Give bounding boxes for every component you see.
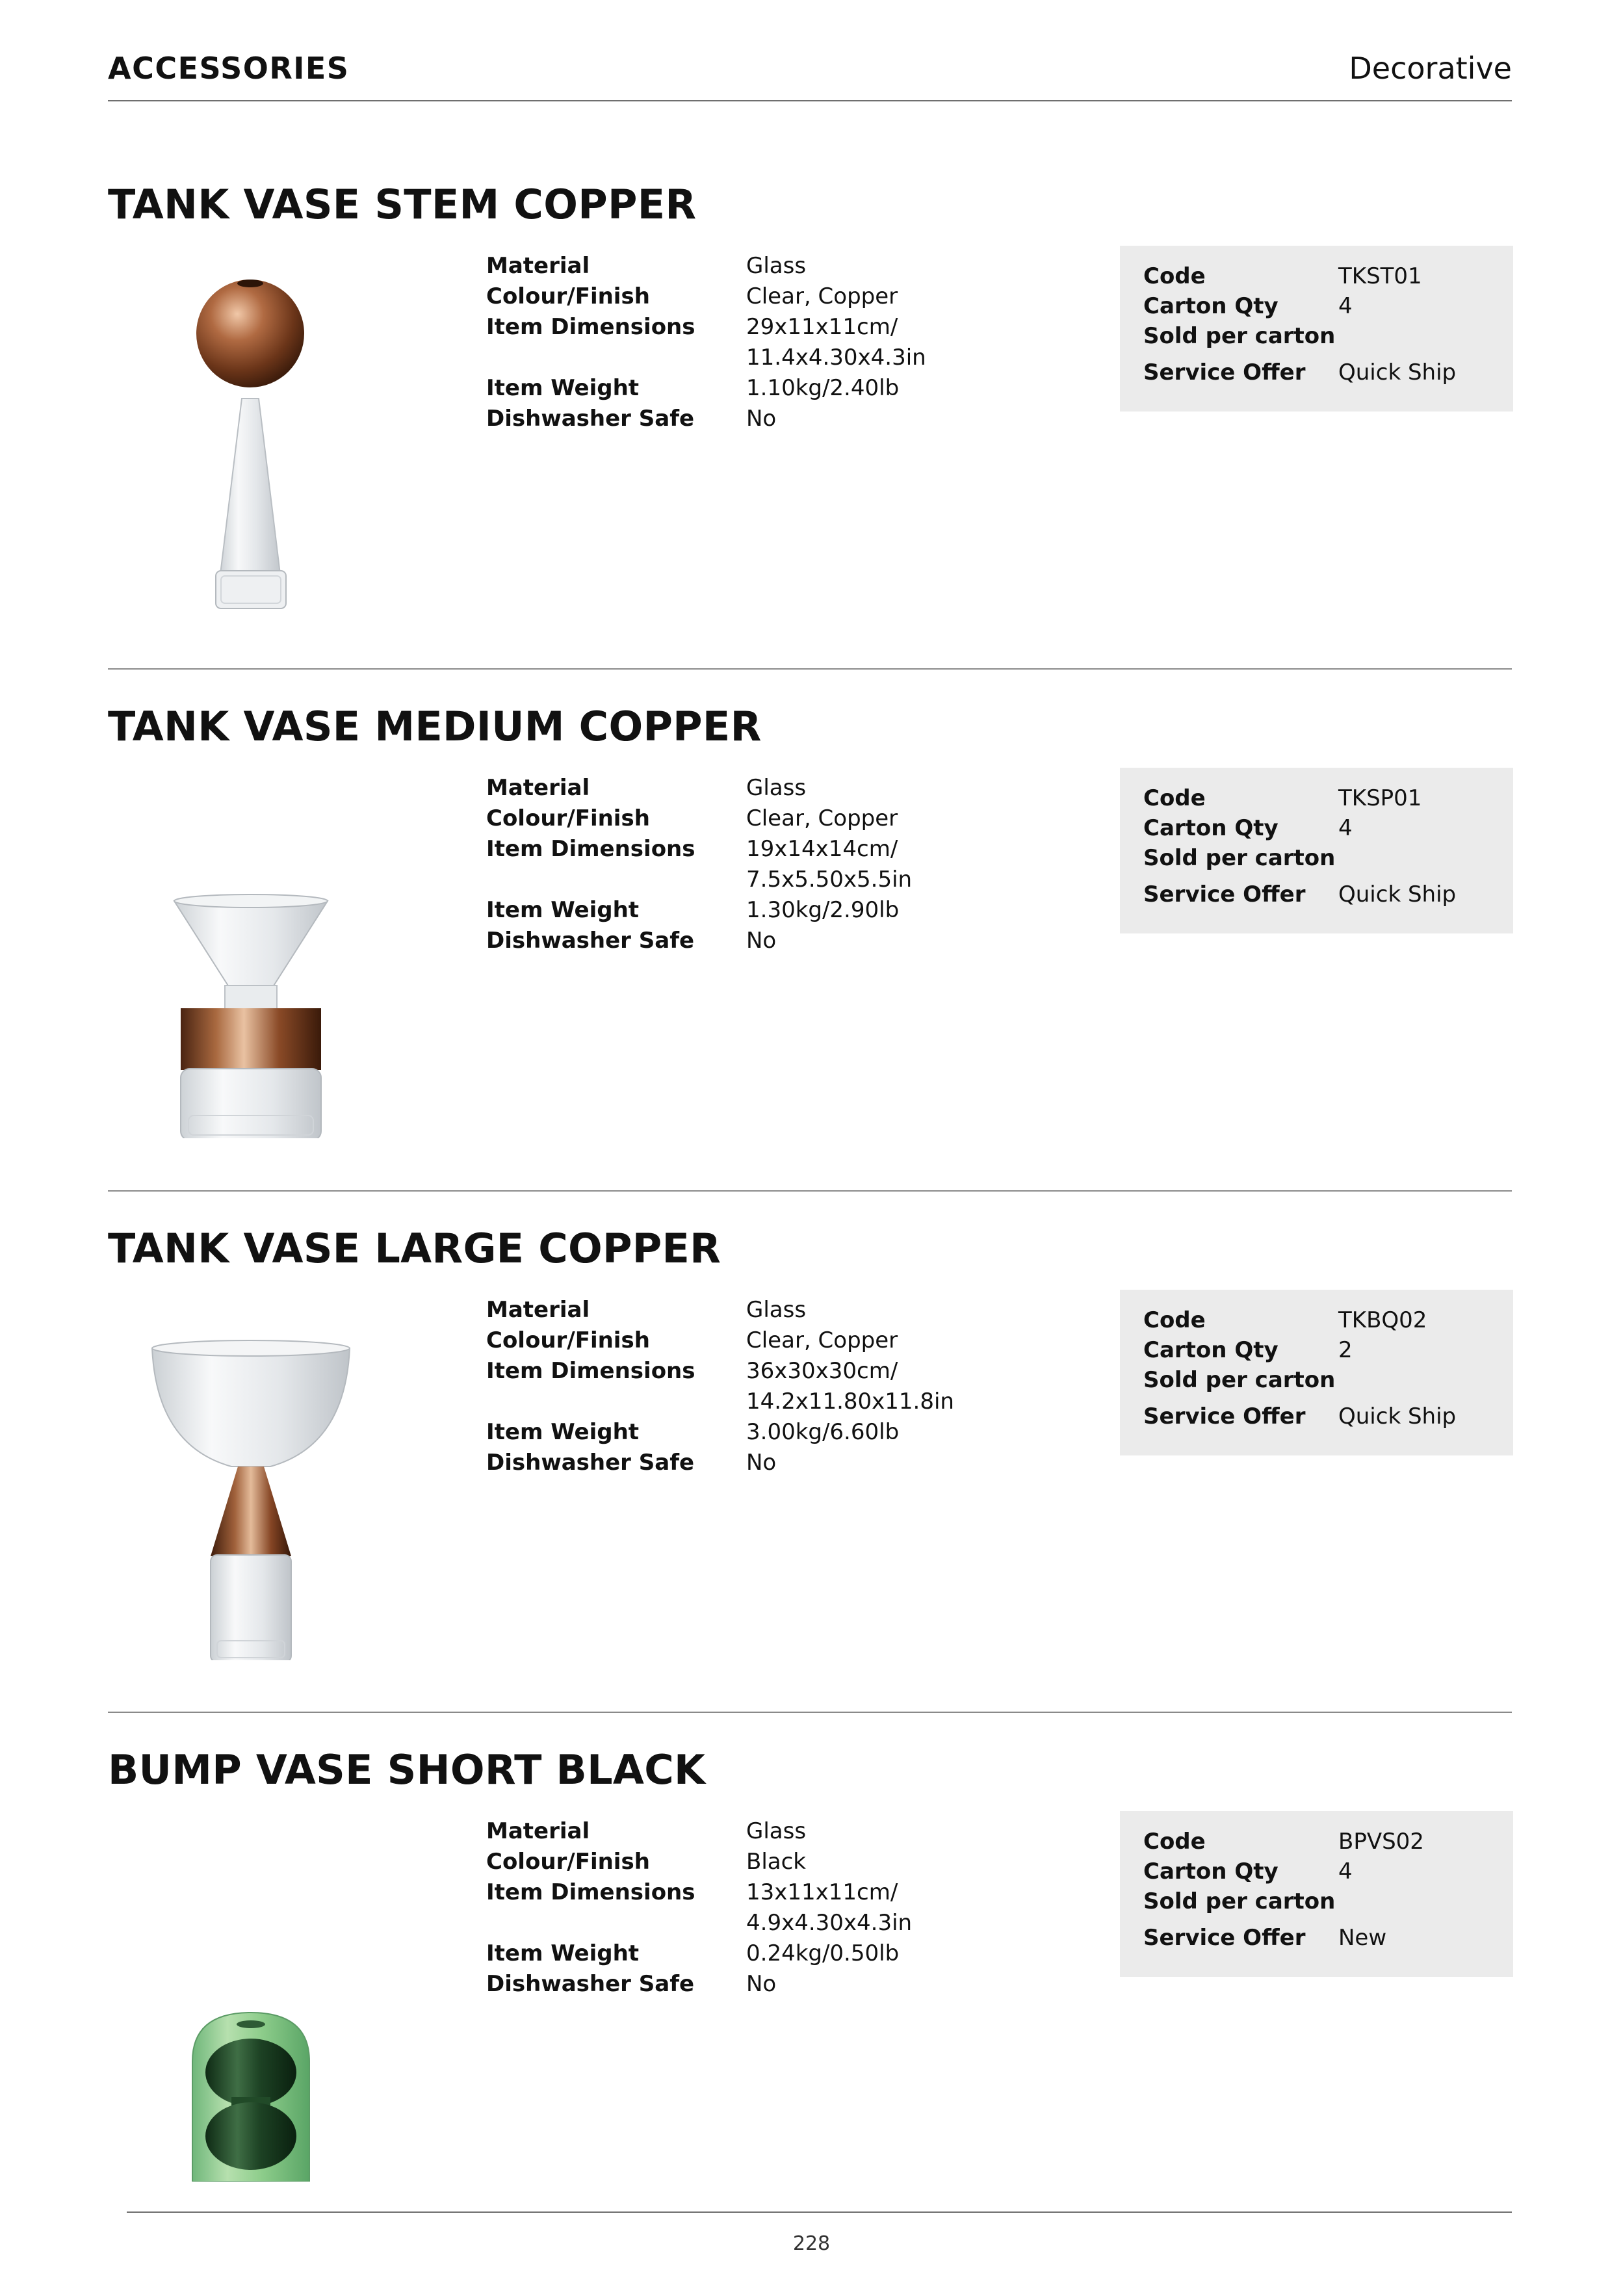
item-dimensions-value — [746, 1356, 1006, 1417]
colour-finish-value: Clear, Copper — [746, 1327, 898, 1353]
carton-qty-value: 4 — [1338, 293, 1353, 319]
dishwasher-safe-label: Dishwasher Safe — [486, 1450, 695, 1476]
colour-finish-label: Colour/Finish — [486, 805, 650, 831]
item-dimensions-label: Item Dimensions — [486, 1358, 695, 1384]
item-weight-label: Item Weight — [486, 375, 640, 401]
product-specs — [486, 1295, 1006, 1478]
colour-finish-value: Clear, Copper — [746, 805, 898, 831]
category-label: Decorative — [1349, 51, 1512, 86]
sold-per-carton-label: Sold per carton — [1143, 1888, 1336, 1914]
code-value: TKBQ02 — [1338, 1307, 1427, 1333]
sold-per-carton-label: Sold per carton — [1143, 323, 1336, 349]
dishwasher-safe-label: Dishwasher Safe — [486, 1971, 695, 1997]
item-dimensions-value — [746, 834, 1006, 895]
carton-qty-label: Carton Qty — [1143, 293, 1279, 319]
carton-qty-value: 4 — [1338, 1859, 1353, 1885]
service-offer-value: Quick Ship — [1338, 881, 1457, 907]
product-specs — [486, 773, 1006, 956]
material-value: Glass — [746, 1818, 807, 1844]
item-dimensions-label: Item Dimensions — [486, 836, 695, 862]
item-weight-label: Item Weight — [486, 1940, 640, 1966]
product-image-vase-large — [147, 1296, 355, 1660]
dimensions-in: 7.5x5.50x5.5in — [746, 867, 913, 893]
section-divider — [108, 1712, 1512, 1713]
code-label: Code — [1143, 1307, 1206, 1333]
material-value: Glass — [746, 1297, 807, 1323]
item-weight-label: Item Weight — [486, 1419, 640, 1445]
sold-per-carton-label: Sold per carton — [1143, 1367, 1336, 1393]
dimensions-in: 11.4x4.30x4.3in — [746, 345, 926, 371]
product-specs — [486, 1816, 1006, 2000]
product-card — [108, 1225, 1512, 1745]
service-offer-label: Service Offer — [1143, 359, 1306, 385]
dishwasher-safe-value: No — [746, 1971, 777, 1997]
colour-finish-label: Colour/Finish — [486, 1327, 650, 1353]
item-dimensions-value — [746, 1877, 1006, 1938]
dimensions-cm: 13x11x11cm/ — [746, 1879, 898, 1905]
service-offer-label: Service Offer — [1143, 1925, 1306, 1951]
dishwasher-safe-label: Dishwasher Safe — [486, 928, 695, 954]
dimensions-cm: 19x14x14cm/ — [746, 836, 898, 862]
order-info-box — [1120, 246, 1513, 411]
dishwasher-safe-value: No — [746, 406, 777, 432]
dimensions-in: 4.9x4.30x4.3in — [746, 1910, 913, 1936]
order-info-box — [1120, 768, 1513, 933]
product-title: TANK VASE LARGE COPPER — [108, 1225, 721, 1272]
product-image-vase-medium — [147, 774, 355, 1138]
item-weight-label: Item Weight — [486, 897, 640, 923]
dimensions-cm: 29x11x11cm/ — [746, 314, 898, 340]
page-number: 228 — [792, 2232, 831, 2255]
order-info-box — [1120, 1811, 1513, 1977]
footer-divider — [127, 2211, 1512, 2213]
material-value: Glass — [746, 253, 807, 279]
product-specs — [486, 251, 1006, 434]
material-label: Material — [486, 253, 590, 279]
service-offer-value: Quick Ship — [1338, 1403, 1457, 1429]
item-weight-value: 1.30kg/2.90lb — [746, 897, 900, 923]
vase-stem-copper-icon — [147, 252, 355, 616]
code-label: Code — [1143, 1829, 1206, 1855]
colour-finish-value: Black — [746, 1849, 806, 1875]
colour-finish-value: Clear, Copper — [746, 283, 898, 309]
dishwasher-safe-label: Dishwasher Safe — [486, 406, 695, 432]
section-divider — [108, 668, 1512, 670]
product-title: TANK VASE STEM COPPER — [108, 181, 697, 228]
section-label: ACCESSORIES — [108, 51, 350, 86]
material-label: Material — [486, 1297, 590, 1323]
carton-qty-value: 4 — [1338, 815, 1353, 841]
order-info-box — [1120, 1290, 1513, 1455]
service-offer-value: Quick Ship — [1338, 359, 1457, 385]
item-weight-value: 0.24kg/0.50lb — [746, 1940, 900, 1966]
colour-finish-label: Colour/Finish — [486, 283, 650, 309]
code-label: Code — [1143, 785, 1206, 811]
item-weight-value: 3.00kg/6.60lb — [746, 1419, 900, 1445]
dimensions-in: 14.2x11.80x11.8in — [746, 1389, 954, 1415]
sold-per-carton-label: Sold per carton — [1143, 845, 1336, 871]
item-dimensions-label: Item Dimensions — [486, 1879, 695, 1905]
product-title: TANK VASE MEDIUM COPPER — [108, 703, 762, 750]
vase-medium-copper-icon — [147, 774, 355, 1138]
service-offer-value: New — [1338, 1925, 1387, 1951]
dishwasher-safe-value: No — [746, 928, 777, 954]
page-header — [108, 46, 1512, 101]
material-value: Glass — [746, 775, 807, 801]
service-offer-label: Service Offer — [1143, 881, 1306, 907]
section-divider — [108, 1190, 1512, 1192]
product-title: BUMP VASE SHORT BLACK — [108, 1746, 706, 1794]
product-card — [108, 703, 1512, 1223]
carton-qty-label: Carton Qty — [1143, 815, 1279, 841]
item-dimensions-label: Item Dimensions — [486, 314, 695, 340]
code-value: BPVS02 — [1338, 1829, 1424, 1855]
carton-qty-value: 2 — [1338, 1337, 1353, 1363]
item-dimensions-value — [746, 312, 1006, 373]
colour-finish-label: Colour/Finish — [486, 1849, 650, 1875]
carton-qty-label: Carton Qty — [1143, 1337, 1279, 1363]
dishwasher-safe-value: No — [746, 1450, 777, 1476]
product-card — [108, 1746, 1512, 2266]
code-value: TKSP01 — [1338, 785, 1422, 811]
product-image-bump-vase — [147, 1818, 355, 2182]
product-image-vase-stem — [147, 252, 355, 616]
material-label: Material — [486, 1818, 590, 1844]
service-offer-label: Service Offer — [1143, 1403, 1306, 1429]
code-value: TKST01 — [1338, 263, 1422, 289]
material-label: Material — [486, 775, 590, 801]
dimensions-cm: 36x30x30cm/ — [746, 1358, 898, 1384]
code-label: Code — [1143, 263, 1206, 289]
product-card — [108, 181, 1512, 701]
vase-large-copper-icon — [147, 1296, 355, 1660]
bump-vase-black-icon — [147, 1818, 355, 2182]
carton-qty-label: Carton Qty — [1143, 1859, 1279, 1885]
item-weight-value: 1.10kg/2.40lb — [746, 375, 900, 401]
